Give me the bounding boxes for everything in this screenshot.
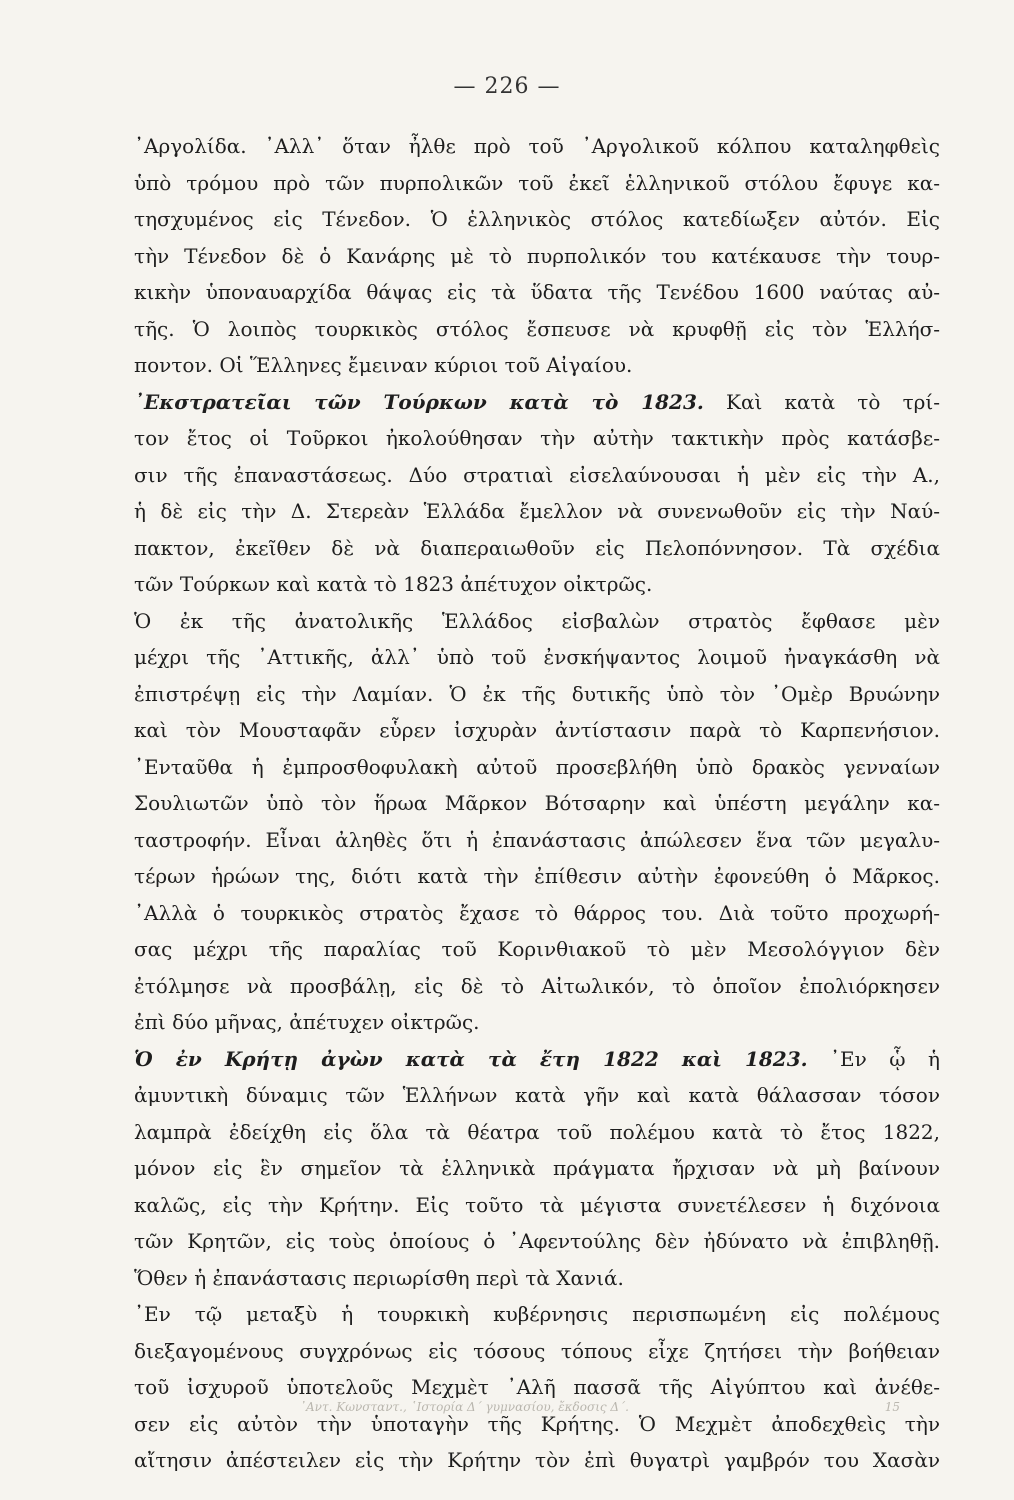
text-line <box>134 274 940 311</box>
line-text: τῶν Τούρκων καὶ κατὰ τὸ 1823 ἀπέτυχον οἰκτρῶς. <box>134 572 653 596</box>
line-text: τον ἔτος οἱ Τοῦρκοι ἠκολούθησαν τὴν αὐτὴν τακτικὴν πρὸς κατάσβε- <box>134 426 940 450</box>
line-text: ᾿Αλλὰ ὁ τουρκικὸς στρατὸς ἔχασε τὸ θάρρος του. Διὰ τοῦτο προχωρή- <box>134 900 940 925</box>
line-text: Ὅθεν ἡ ἐπανάστασις περιωρίσθη περὶ τὰ Χανιά. <box>134 1265 624 1290</box>
text-line <box>134 1333 940 1370</box>
line-text: ἀμυντικὴ δύναμις τῶν Ἑλλήνων κατὰ γῆν καὶ κατὰ θάλασσαν τόσον <box>134 1083 940 1107</box>
text-line <box>134 493 940 530</box>
line-text: τοῦ ἰσχυροῦ ὑποτελοῦς Μεχμὲτ ᾿Αλῆ πασσᾶ τῆς Αἰγύπτου καὶ ἀνέθε- <box>134 1375 940 1399</box>
text-line <box>134 749 940 786</box>
line-text: τησχυμένος εἰς Τένεδον. Ὁ ἑλληνικὸς στόλος κατεδίωξεν αὐτόν. Εἰς <box>134 207 940 231</box>
line-text: τέρων ἡρώων της, διότι κατὰ τὴν ἐπίθεσιν αὐτὴν ἐφονεύθη ὁ Μᾶρκος. <box>134 864 940 888</box>
text-line <box>134 1296 940 1333</box>
line-text: ἐτόλμησε νὰ προσβάλῃ, εἰς δὲ τὸ Αἰτωλικόν, τὸ ὁποῖον ἐπολιόρκησεν <box>134 973 940 998</box>
line-text: ὑπὸ τρόμου πρὸ τῶν πυρπολικῶν τοῦ ἐκεῖ ἑλληνικοῦ στόλου ἔφυγε κα- <box>134 170 940 195</box>
line-text: ἐπὶ δύο μῆνας, ἀπέτυχεν οἰκτρῶς. <box>134 1010 480 1034</box>
line-text: Καὶ κατὰ τὸ τρί- <box>703 389 940 414</box>
line-text: αἴτησιν ἀπέστειλεν εἰς τὴν Κρήτην τὸν ἐπὶ θυγατρὶ γαμβρόν του Χασὰν <box>134 1448 940 1472</box>
text-line <box>134 347 940 384</box>
line-text: ἐπιστρέψῃ εἰς τὴν Λαμίαν. Ὁ ἐκ τῆς δυτικῆς ὑπὸ τὸν ᾿Ομὲρ Βρυώνην <box>134 681 940 706</box>
line-text: ᾿Αργολίδα. ᾿Αλλ᾿ ὅταν ἦλθε πρὸ τοῦ ᾿Αργολικοῦ κόλπου καταληφθεὶς <box>134 134 940 158</box>
text-line <box>134 931 940 968</box>
line-text: ᾿Εν τῷ μεταξὺ ἡ τουρκικὴ κυβέρνησις περισπωμένη εἰς πολέμους <box>134 1302 940 1326</box>
text-line <box>134 1260 940 1297</box>
text-line <box>134 785 940 822</box>
text-line <box>134 311 940 348</box>
text-line <box>134 420 940 457</box>
line-text: σας μέχρι τῆς παραλίας τοῦ Κορινθιακοῦ τὸ μὲν Μεσολόγγιον δὲν <box>134 937 940 961</box>
line-text: μέχρι τῆς ᾿Αττικῆς, ἀλλ᾿ ὑπὸ τοῦ ἐνσκήψαντος λοιμοῦ ἠναγκάσθη νὰ <box>134 645 940 669</box>
text-line <box>134 676 940 713</box>
line-text: καὶ τὸν Μουσταφᾶν εὗρεν ἰσχυρὰν ἀντίστασιν παρὰ τὸ Καρπενήσιον. <box>134 718 940 742</box>
text-line <box>134 457 940 494</box>
text-line <box>134 1442 940 1479</box>
page-footer <box>300 1400 900 1414</box>
text-line <box>134 566 940 603</box>
line-text: σιν τῆς ἐπαναστάσεως. Δύο στρατιαὶ εἰσελαύνουσαι ἡ μὲν εἰς τὴν Α., <box>134 462 940 487</box>
line-text: τὴν Τένεδον δὲ ὁ Κανάρης μὲ τὸ πυρπολικόν του κατέκαυσε τὴν τουρ- <box>134 243 940 268</box>
line-text: ᾿Ενταῦθα ἡ ἐμπροσθοφυλακὴ αὐτοῦ προσεβλήθη ὑπὸ δρακὸς γενναίων <box>134 754 940 779</box>
text-line <box>134 712 940 749</box>
text-line <box>134 1150 940 1187</box>
line-text: ᾿Εν ᾧ ἡ <box>807 1046 940 1071</box>
text-line <box>134 1223 940 1260</box>
line-text: μόνον εἰς ἓν σημεῖον τὰ ἑλληνικὰ πράγματα ἤρχισαν νὰ μὴ βαίνουν <box>134 1156 940 1180</box>
page-number: — 226 — <box>453 74 561 99</box>
line-text: Σουλιωτῶν ὑπὸ τὸν ἥρωα Μᾶρκον Βότσαρην καὶ ὑπέστη μεγάλην κα- <box>134 791 940 815</box>
footer-source: ᾿Αντ. Κωνσταντ., ῾Ιστορία Δ΄ γυμνασίου, ἔκδοσις Δ΄. <box>300 1400 629 1414</box>
body-text <box>134 128 940 1479</box>
text-line <box>134 1187 940 1224</box>
section-heading: Ὁ ἐν Κρήτῃ ἀγὼν κατὰ τὰ ἔτη 1822 καὶ 1823. <box>134 1046 808 1071</box>
section-heading: ᾿Εκστρατεῖαι τῶν Τούρκων κατὰ τὸ 1823. <box>134 389 704 414</box>
text-line <box>134 1004 940 1041</box>
line-text: ταστροφήν. Εἶναι ἀληθὲς ὅτι ἡ ἐπανάστασις ἀπώλεσεν ἕνα τῶν μεγαλυ- <box>134 827 940 852</box>
line-text: τῆς. Ὁ λοιπὸς τουρκικὸς στόλος ἔσπευσε νὰ κρυφθῇ εἰς τὸν Ἑλλήσ- <box>134 316 940 341</box>
text-line <box>134 530 940 567</box>
line-text: τῶν Κρητῶν, εἰς τοὺς ὁποίους ὁ ᾿Αφεντούλης δὲν ἠδύνατο νὰ ἐπιβληθῇ. <box>134 1229 940 1253</box>
line-text: διεξαγομένους συγχρόνως εἰς τόσους τόπους εἶχε ζητήσει τὴν βοήθειαν <box>134 1338 940 1363</box>
text-line <box>134 1077 940 1114</box>
text-line <box>134 639 940 676</box>
text-line <box>134 968 940 1005</box>
text-line <box>134 895 940 932</box>
line-text: καλῶς, εἰς τὴν Κρήτην. Εἰς τοῦτο τὰ μέγιστα συνετέλεσεν ἡ διχόνοια <box>134 1192 940 1217</box>
line-text: ποντον. Οἱ Ἕλληνες ἔμειναν κύριοι τοῦ Αἰγαίου. <box>134 353 633 377</box>
text-line <box>134 128 940 165</box>
line-text: Ὁ ἐκ τῆς ἀνατολικῆς Ἑλλάδος εἰσβαλὼν στρατὸς ἔφθασε μὲν <box>134 608 940 633</box>
line-text: κικὴν ὑποναυαρχίδα θάψας εἰς τὰ ὕδατα τῆς Τενέδου 1600 ναύτας αὐ- <box>134 280 940 304</box>
text-line <box>134 384 940 421</box>
text-line <box>134 201 940 238</box>
text-line <box>134 858 940 895</box>
line-text: σεν εἰς αὐτὸν τὴν ὑποταγὴν τῆς Κρήτης. Ὁ Μεχμὲτ ἀποδεχθεὶς τὴν <box>134 1411 940 1436</box>
text-line <box>134 1041 940 1078</box>
line-text: ἡ δὲ εἰς τὴν Δ. Στερεὰν Ἑλλάδα ἔμελλον νὰ συνενωθοῦν εἰς τὴν Ναύ- <box>134 499 940 523</box>
text-line <box>134 603 940 640</box>
line-text: πακτον, ἐκεῖθεν δὲ νὰ διαπεραιωθοῦν εἰς Πελοπόννησον. Τὰ σχέδια <box>134 535 940 560</box>
text-line <box>134 238 940 275</box>
text-line <box>134 822 940 859</box>
text-line <box>134 165 940 202</box>
line-text: λαμπρὰ ἐδείχθη εἰς ὅλα τὰ θέατρα τοῦ πολέμου κατὰ τὸ ἔτος 1822, <box>134 1119 940 1144</box>
text-line <box>134 1114 940 1151</box>
footer-signature: 15 <box>884 1400 900 1414</box>
